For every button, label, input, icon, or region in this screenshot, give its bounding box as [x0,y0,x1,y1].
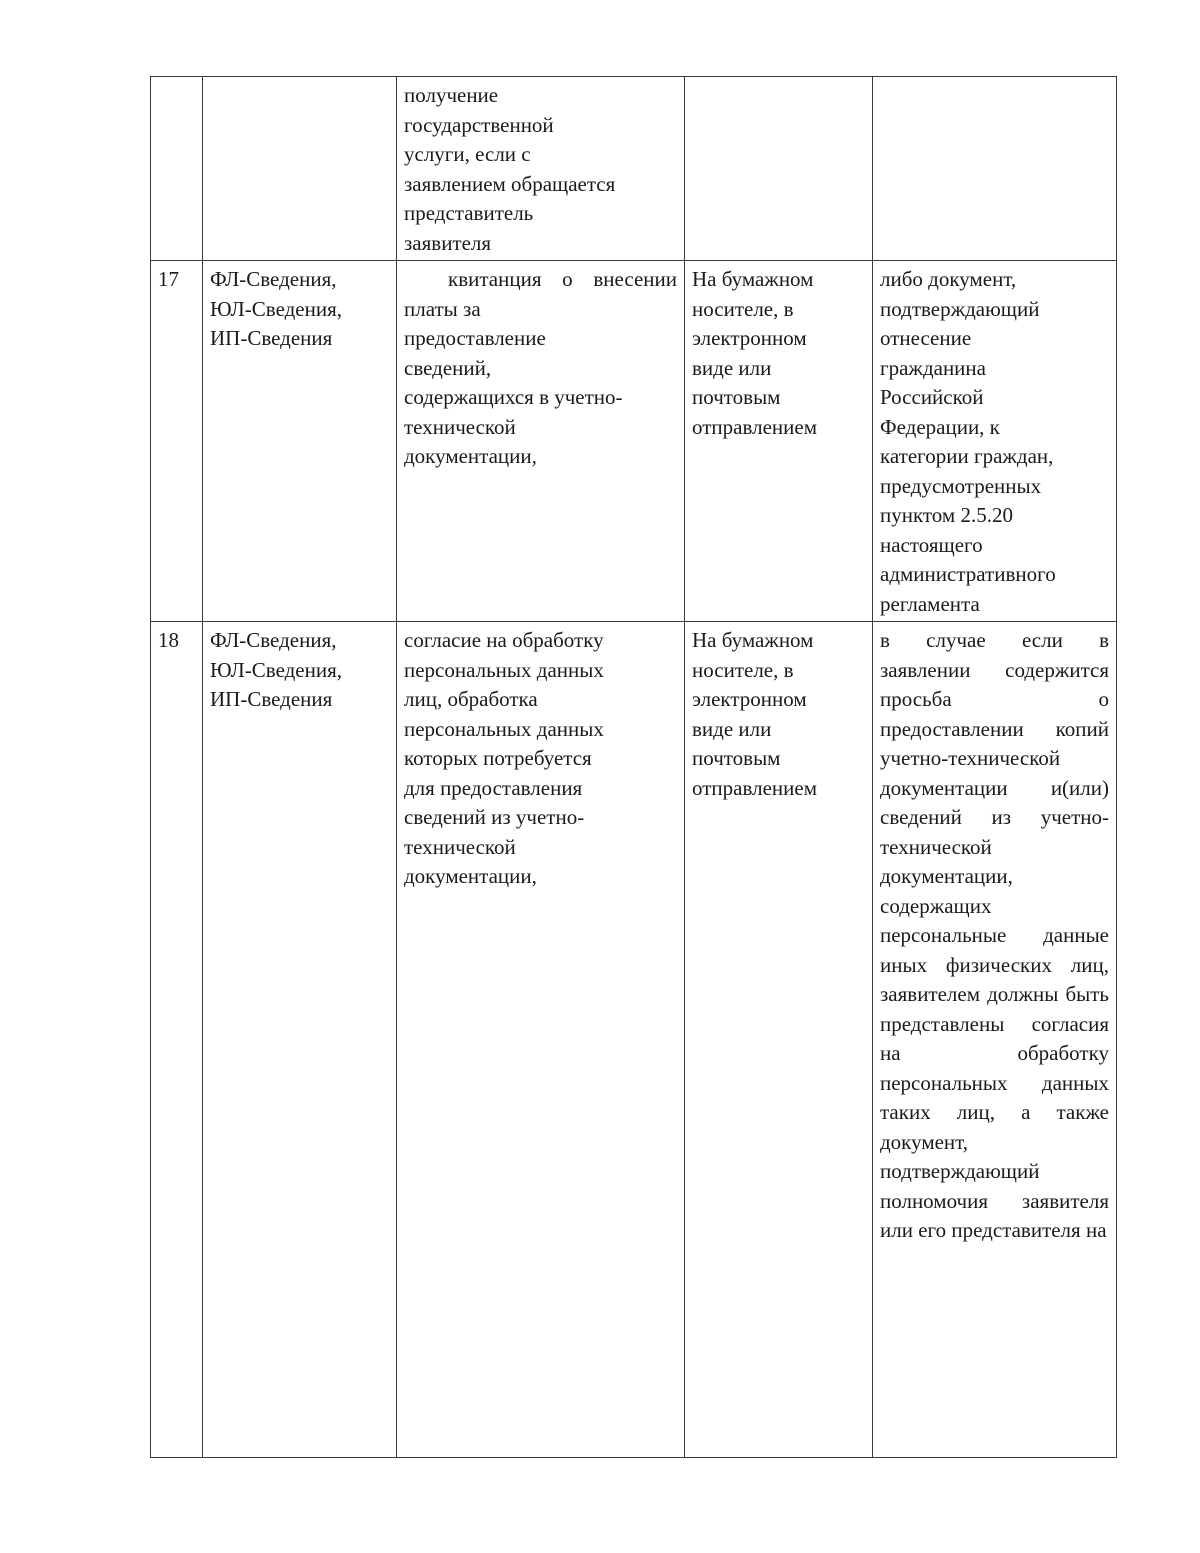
applicant-categories-cell [203,261,397,622]
document-name-cell [397,77,685,261]
applicant-categories: ФЛ-Сведения, ЮЛ-Сведения, ИП-Сведения [210,628,343,711]
table-row [151,77,1117,261]
submission-form-cell [685,77,873,261]
note-text: либо документ, подтверждающий отнесение гражданина Российской Федерации, к категории граждан, предусмотренных пунктом 2.5.20 настоящего административного регламента [880,267,1056,616]
applicant-categories-cell [203,77,397,261]
row-number-cell [151,261,203,622]
document-name: согласие на обработку персональных данных лиц, обработка персональных данных которых потребуется для предоставления сведений из учетно- технической документации, [404,628,604,888]
applicant-categories: ФЛ-Сведения, ЮЛ-Сведения, ИП-Сведения [210,267,343,350]
submission-form: На бумажном носителе, в электронном виде или почтовым отправлением [692,628,817,800]
note-cell [873,77,1117,261]
document-name: квитанция о внесении платы за предоставление сведений, содержащихся в учетно- технической документации, [404,267,677,468]
document-name-cell [397,622,685,1458]
table-row [151,622,1117,1458]
document-name: получение государственной услуги, если с заявлением обращается представитель заявителя [404,83,616,255]
row-number-cell [151,77,203,261]
submission-form-cell [685,622,873,1458]
submission-form: На бумажном носителе, в электронном виде или почтовым отправлением [692,267,817,439]
table-row [151,261,1117,622]
note-cell [873,261,1117,622]
applicant-categories-cell [203,622,397,1458]
document-name-cell [397,261,685,622]
note-cell [873,622,1117,1458]
submission-form-cell [685,261,873,622]
note-text: в случае если в заявлении содержится просьба о предоставлении копий учетно-технической документации и(или) сведений из учетно-технической документации, содержащих персональные данные иных физических лиц, заявителем должны быть представлены согласия на обработку персональных данных таких лиц, а также документ, подтверждающий полномочия заявителя или его представителя на [880,628,1109,1242]
document-page [150,76,1116,1458]
row-number-cell [151,622,203,1458]
row-number: 18 [158,628,179,652]
row-number: 17 [158,267,179,291]
documents-table [150,76,1117,1458]
